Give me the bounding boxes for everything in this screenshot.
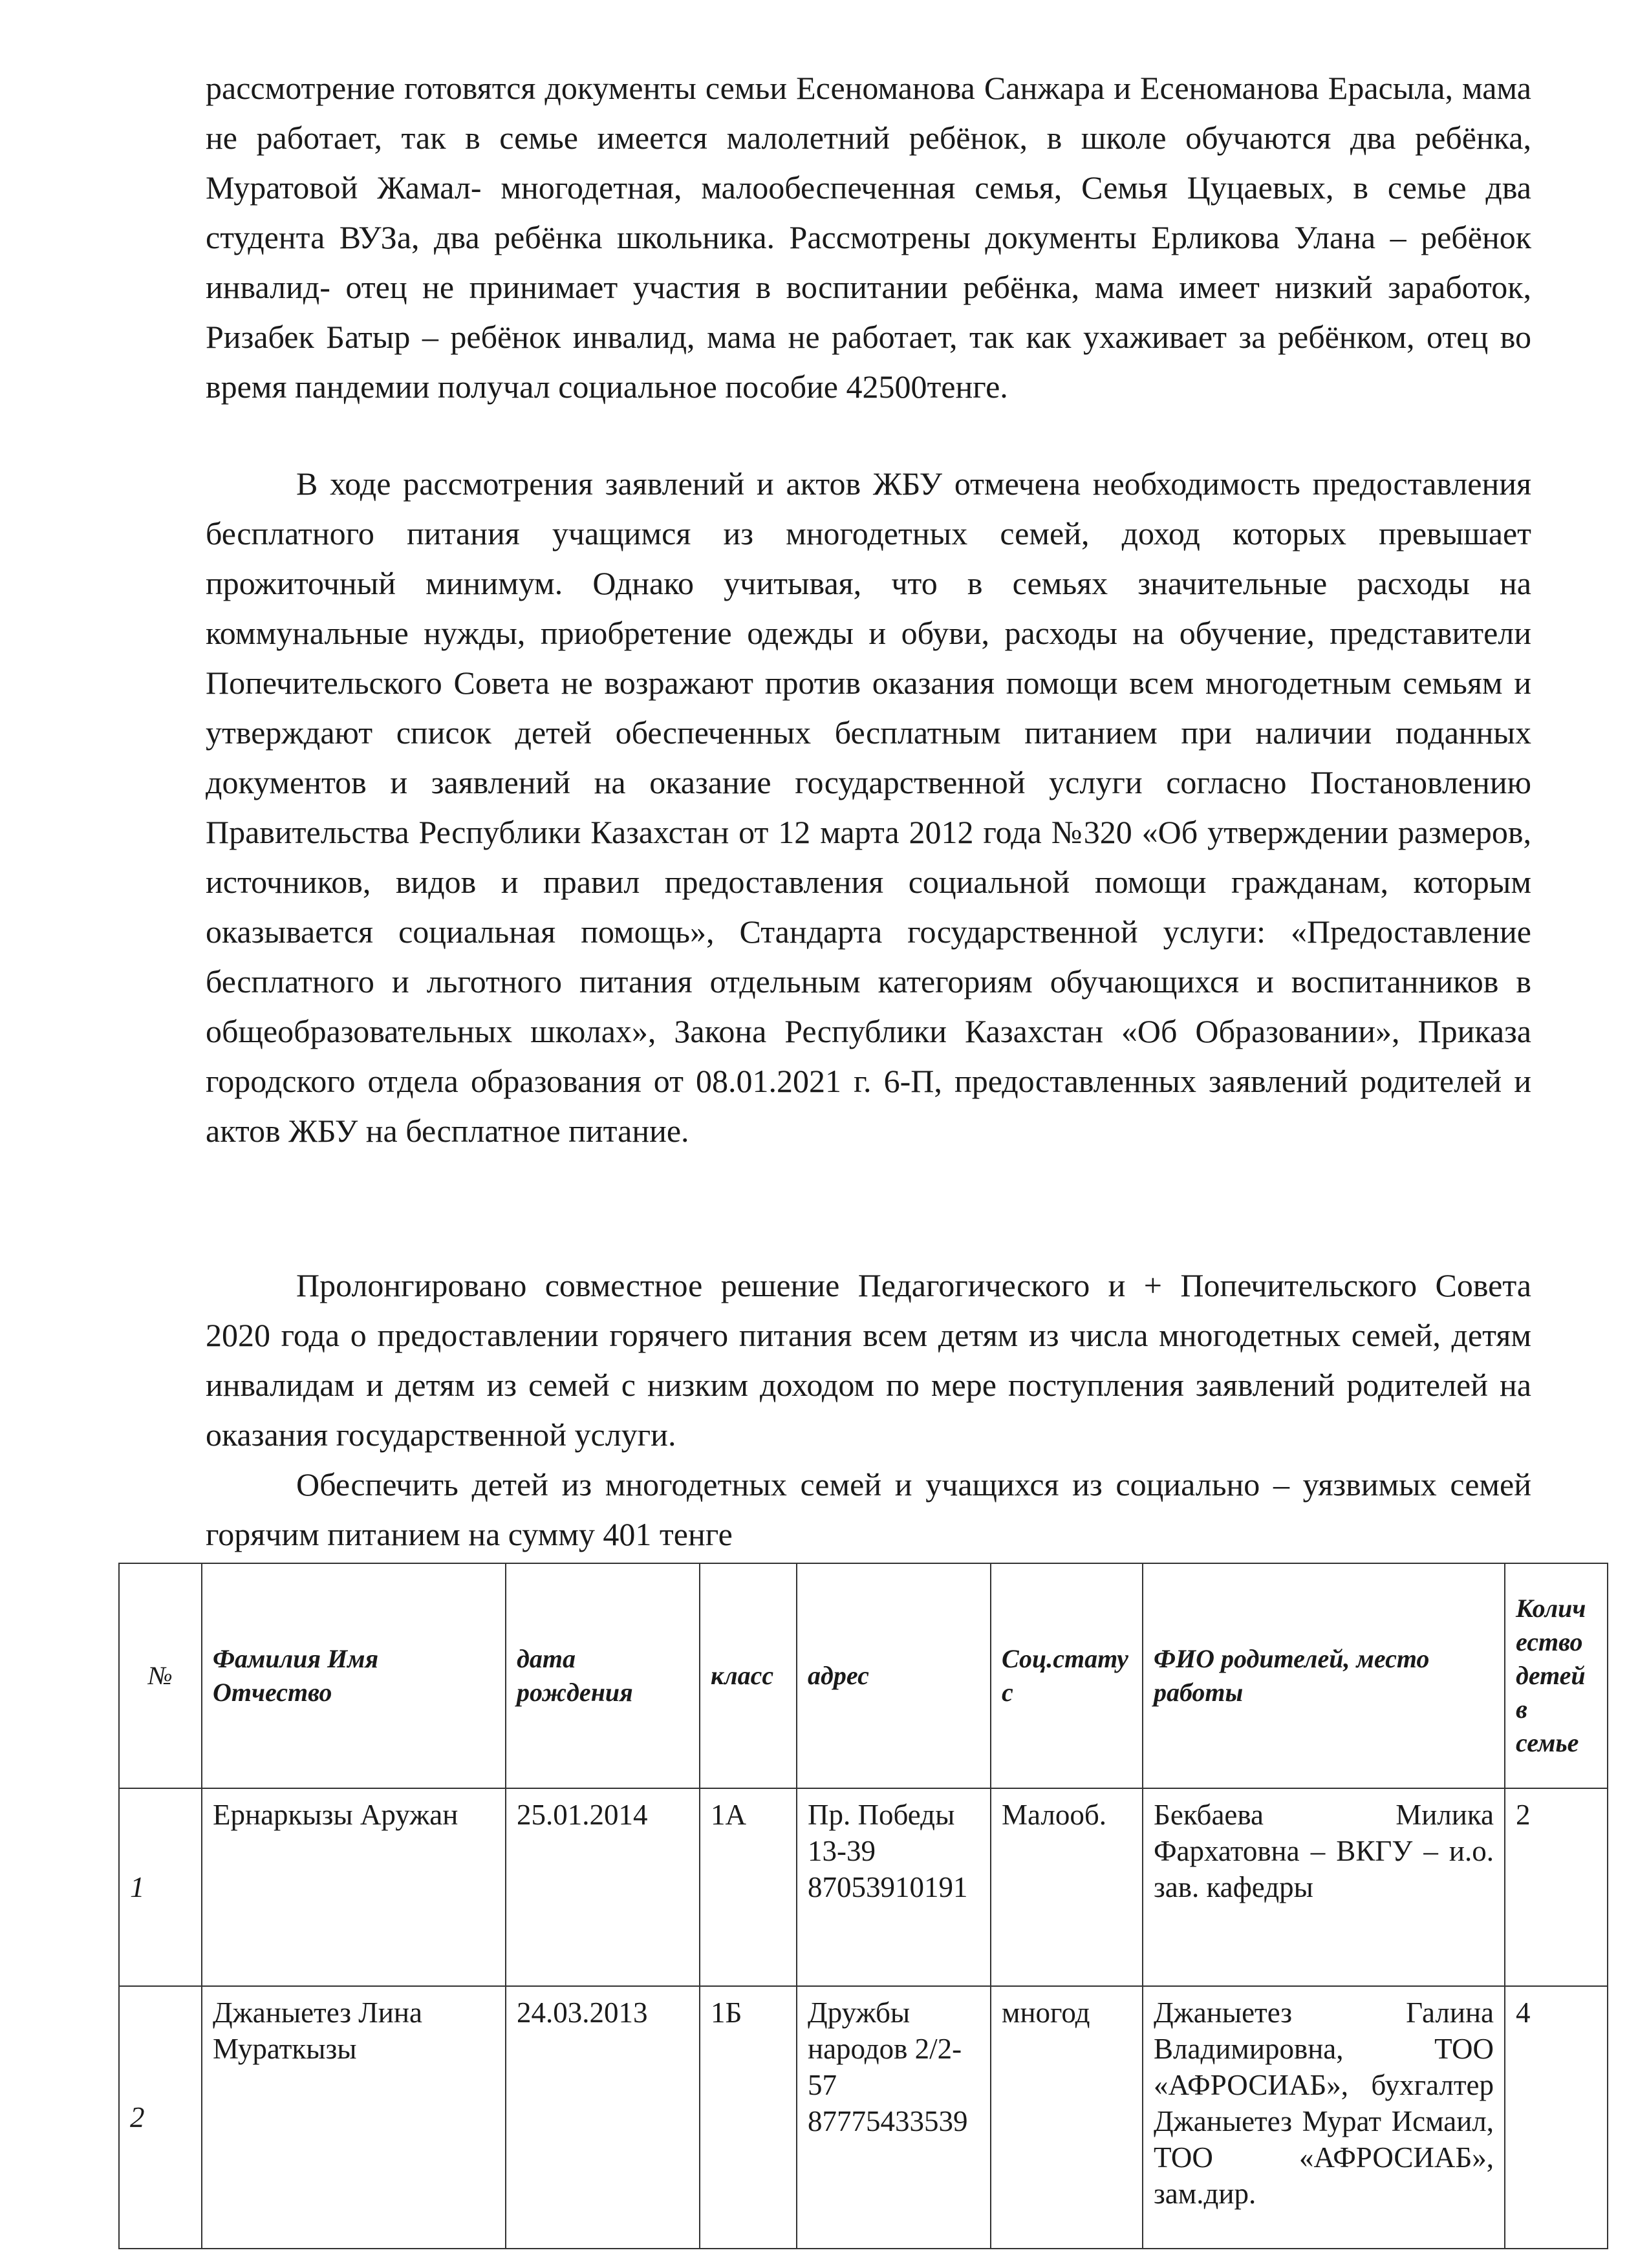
row-number: 1 xyxy=(119,1788,202,1986)
header-children-count: Количество детей в семье xyxy=(1505,1563,1608,1788)
social-status: Малооб. xyxy=(991,1788,1143,1986)
table-row xyxy=(119,1986,1608,2249)
body-paragraph-4 xyxy=(206,1460,1531,1559)
header-address: адрес xyxy=(797,1563,991,1788)
header-number: № xyxy=(119,1563,202,1788)
body-paragraph-2 xyxy=(206,459,1531,1156)
address: Дружбы народов 2/2-57 87775433539 xyxy=(797,1986,991,2249)
parents-info: Джаныетез Галина Владимировна, ТОО «АФРОСИАБ», бухгалтер Джаныетез Мурат Исмаил, ТОО «АФРОСИАБ», зам.дир. xyxy=(1143,1986,1505,2249)
class: 1Б xyxy=(700,1986,797,2249)
students-table xyxy=(118,1563,1608,2249)
header-class: класс xyxy=(700,1563,797,1788)
birth-date: 24.03.2013 xyxy=(506,1986,700,2249)
header-social-status: Соц.статус xyxy=(991,1563,1143,1788)
paragraph-text: Обеспечить детей из многодетных семей и учащихся из социально – уязвимых семей горячим питанием на сумму 401 тенге xyxy=(206,1466,1531,1552)
student-name: Джаныетез Лина Мураткызы xyxy=(202,1986,506,2249)
class: 1А xyxy=(700,1788,797,1986)
address: Пр. Победы 13-39 87053910191 xyxy=(797,1788,991,1986)
paragraph-text: В ходе рассмотрения заявлений и актов ЖБУ отмечена необходимость предоставления бесплатного питания учащимся из многодетных семей, доход которых превышает прожиточный минимум. Однако учитывая, что в семьях значительные расходы на коммунальные нужды, приобретение одежды и обуви, расходы на обучение, представители Попечительского Совета не возражают против оказания помощи всем многодетным семьям и утверждают список детей обеспеченных бесплатным питанием при наличии поданных документов и заявлений на оказание государственной услуги согласно Постановлению Правительства Республики Казахстан от 12 марта 2012 года №320 «Об утверждении размеров, источников, видов и правил предоставления социальной помощи гражданам, которым оказывается социальная помощь», Стандарта государственной услуги: «Предоставление бесплатного и льготного питания отдельным категориям обучающихся и воспитанников в общеобразовательных школах», Закона Республики Казахстан «Об Образовании», Приказа городского отдела образования от 08.01.2021 г. 6-П, предоставленных заявлений родителей и актов ЖБУ на бесплатное питание. xyxy=(206,465,1531,1149)
children-count: 2 xyxy=(1505,1788,1608,1986)
header-full-name: Фамилия Имя Отчество xyxy=(202,1563,506,1788)
body-paragraph-1 xyxy=(206,63,1531,412)
paragraph-text: Пролонгировано совместное решение Педагогического и + Попечительского Совета 2020 года о предоставлении горячего питания всем детям из числа многодетных семей, детям инвалидам и детям из семей с низким доходом по мере поступления заявлений родителей на оказания государственной услуги. xyxy=(206,1267,1531,1453)
header-birth-date: дата рождения xyxy=(506,1563,700,1788)
social-status: многод xyxy=(991,1986,1143,2249)
paragraph-text: рассмотрение готовятся документы семьи Есеноманова Санжара и Есеноманова Ерасыла, мама не работает, так в семье имеется малолетний ребёнок, в школе обучаются два ребёнка, Муратовой Жамал- многодетная, малообеспеченная семья, Семья Цуцаевых, в семье два студента ВУЗа, два ребёнка школьника. Рассмотрены документы Ерликова Улана – ребёнок инвалид- отец не принимает участия в воспитании ребёнка, мама имеет низкий заработок, Ризабек Батыр – ребёнок инвалид, мама не работает, так как ухаживает за ребёнком, отец во время пандемии получал социальное пособие 42500тенге. xyxy=(206,70,1531,405)
children-count: 4 xyxy=(1505,1986,1608,2249)
row-number: 2 xyxy=(119,1986,202,2249)
table-row xyxy=(119,1788,1608,1986)
table-header-row xyxy=(119,1563,1608,1788)
header-parents: ФИО родителей, место работы xyxy=(1143,1563,1505,1788)
birth-date: 25.01.2014 xyxy=(506,1788,700,1986)
student-name: Ернаркызы Аружан xyxy=(202,1788,506,1986)
body-paragraph-3 xyxy=(206,1261,1531,1460)
parents-info: Бекбаева Милика Фархатовна – ВКГУ – и.о. зав. кафедры xyxy=(1143,1788,1505,1986)
